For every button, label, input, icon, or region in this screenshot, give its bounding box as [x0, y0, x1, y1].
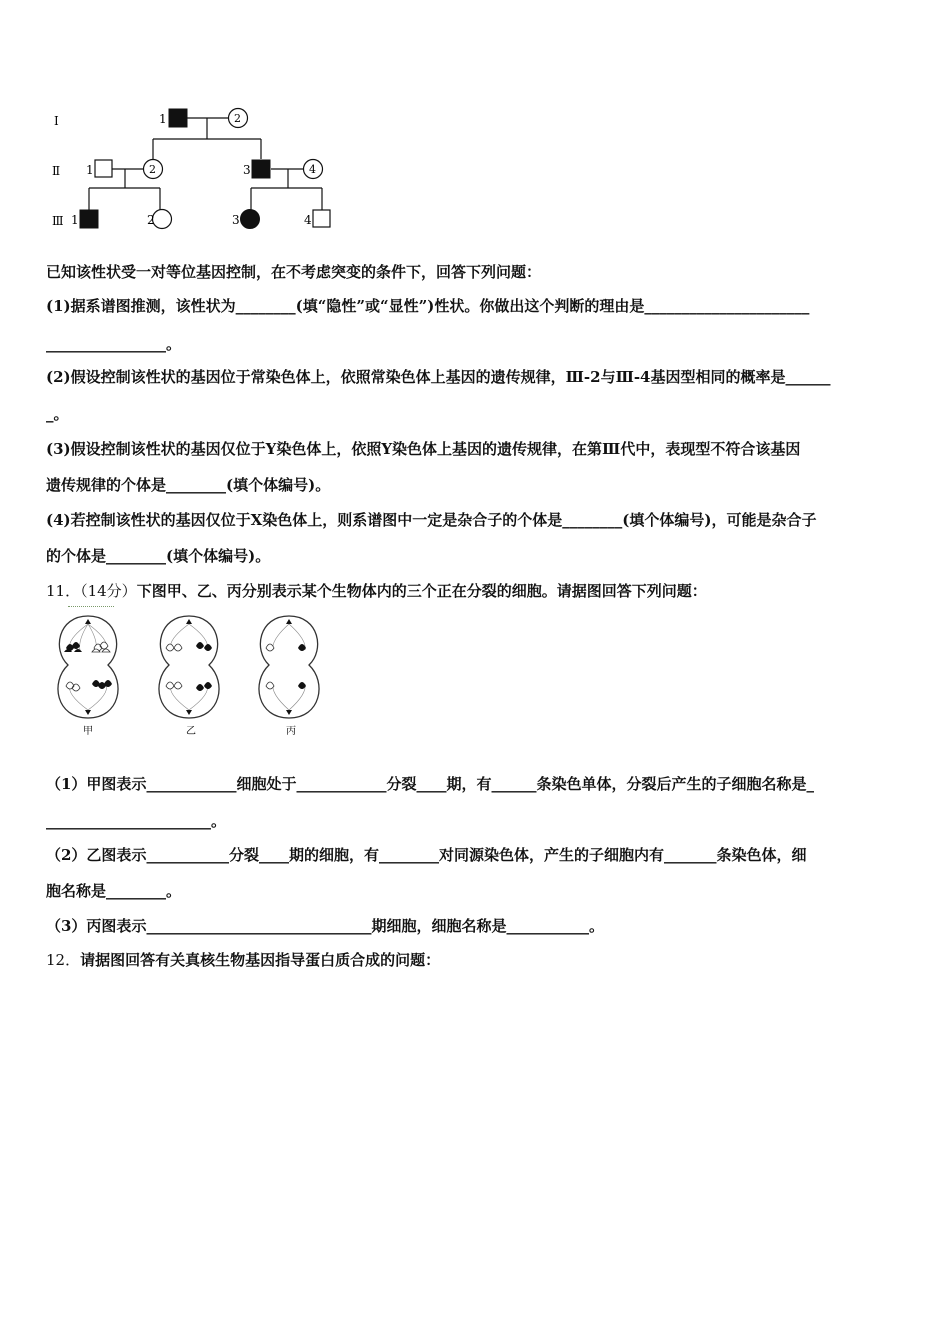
individual-number: 3	[232, 213, 240, 227]
individual-number: 4	[309, 163, 316, 176]
question-text: 请据图回答有关真核生物基因指导蛋白质合成的问题：	[80, 951, 441, 969]
cell-yi	[159, 616, 219, 718]
q11-sub2-line2: 胞名称是________。	[46, 882, 182, 900]
generation-label: Ⅲ	[52, 214, 64, 228]
generation-label: Ⅰ	[54, 114, 59, 128]
individual-II-3	[252, 160, 270, 178]
q3-line1: (3)假设控制该性状的基因仅位于Y染色体上，依照Y染色体上基因的遗传规律，在第Ⅲ代中，表现型不符合该基因	[46, 440, 801, 458]
q2-line1: (2)假设控制该性状的基因位于常染色体上，依照常染色体上基因的遗传规律，Ⅲ-2与Ⅲ-4基因型相同的概率是______	[46, 368, 831, 386]
pedigree-diagram	[40, 95, 360, 240]
cell-bing	[259, 616, 319, 718]
cell-jia	[58, 616, 118, 718]
individual-number: 2	[149, 163, 156, 176]
question-12	[46, 950, 440, 970]
q2-line2: _。	[46, 405, 69, 423]
individual-II-1	[95, 160, 112, 177]
dotted-underline	[68, 606, 114, 607]
individual-number: 2	[234, 112, 241, 125]
question-number: 11．	[46, 582, 81, 600]
q11-sub1-line1: （1）甲图表示____________细胞处于____________分裂____期，有______条染色单体，分裂后产生的子细胞名称是_	[46, 775, 814, 793]
question-text: 下图甲、乙、丙分别表示某个生物体内的三个正在分裂的细胞。请据图回答下列问题：	[136, 582, 707, 600]
individual-number: 1	[159, 112, 167, 126]
individual-III-1	[80, 210, 98, 228]
cell-label-bing: 丙	[286, 726, 296, 737]
cell-division-figures	[46, 610, 336, 740]
q4-line2: 的个体是________(填个体编号)。	[46, 547, 271, 565]
q11-sub1-line2: ______________________。	[46, 812, 227, 830]
question-number: 12．	[46, 951, 81, 969]
individual-number: 1	[71, 213, 79, 227]
individual-I-1	[169, 109, 187, 127]
q1-line2: ________________。	[46, 335, 182, 353]
individual-number: 1	[86, 163, 94, 177]
individual-number: 4	[304, 213, 312, 227]
q11-sub3: （3）丙图表示______________________________期细胞，细胞名称是___________。	[46, 917, 604, 935]
individual-III-2	[153, 210, 172, 229]
individual-number: 2	[147, 213, 155, 227]
q1-line1: (1)据系谱图推测，该性状为________(填“隐性”或“显性”)性状。你做出这个判断的理由是______________________	[46, 297, 810, 315]
individual-number: 3	[243, 163, 251, 177]
q11-sub2-line1: （2）乙图表示___________分裂____期的细胞，有________对同源染色体，产生的子细胞内有_______条染色体，细	[46, 846, 807, 864]
cell-label-yi: 乙	[186, 726, 196, 737]
individual-III-3	[241, 210, 260, 229]
question-11-heading	[46, 581, 707, 601]
intro-text: 已知该性状受一对等位基因控制，在不考虑突变的条件下，回答下列问题：	[46, 263, 542, 281]
cell-label-jia: 甲	[83, 726, 93, 737]
question-score: （14分）	[80, 582, 137, 600]
individual-III-4	[313, 210, 330, 227]
q3-line2: 遗传规律的个体是________(填个体编号)。	[46, 476, 331, 494]
generation-label: Ⅱ	[52, 164, 61, 178]
q4-line1: (4)若控制该性状的基因仅位于X染色体上，则系谱图中一定是杂合子的个体是________(填个体编号)，可能是杂合子	[46, 511, 817, 529]
